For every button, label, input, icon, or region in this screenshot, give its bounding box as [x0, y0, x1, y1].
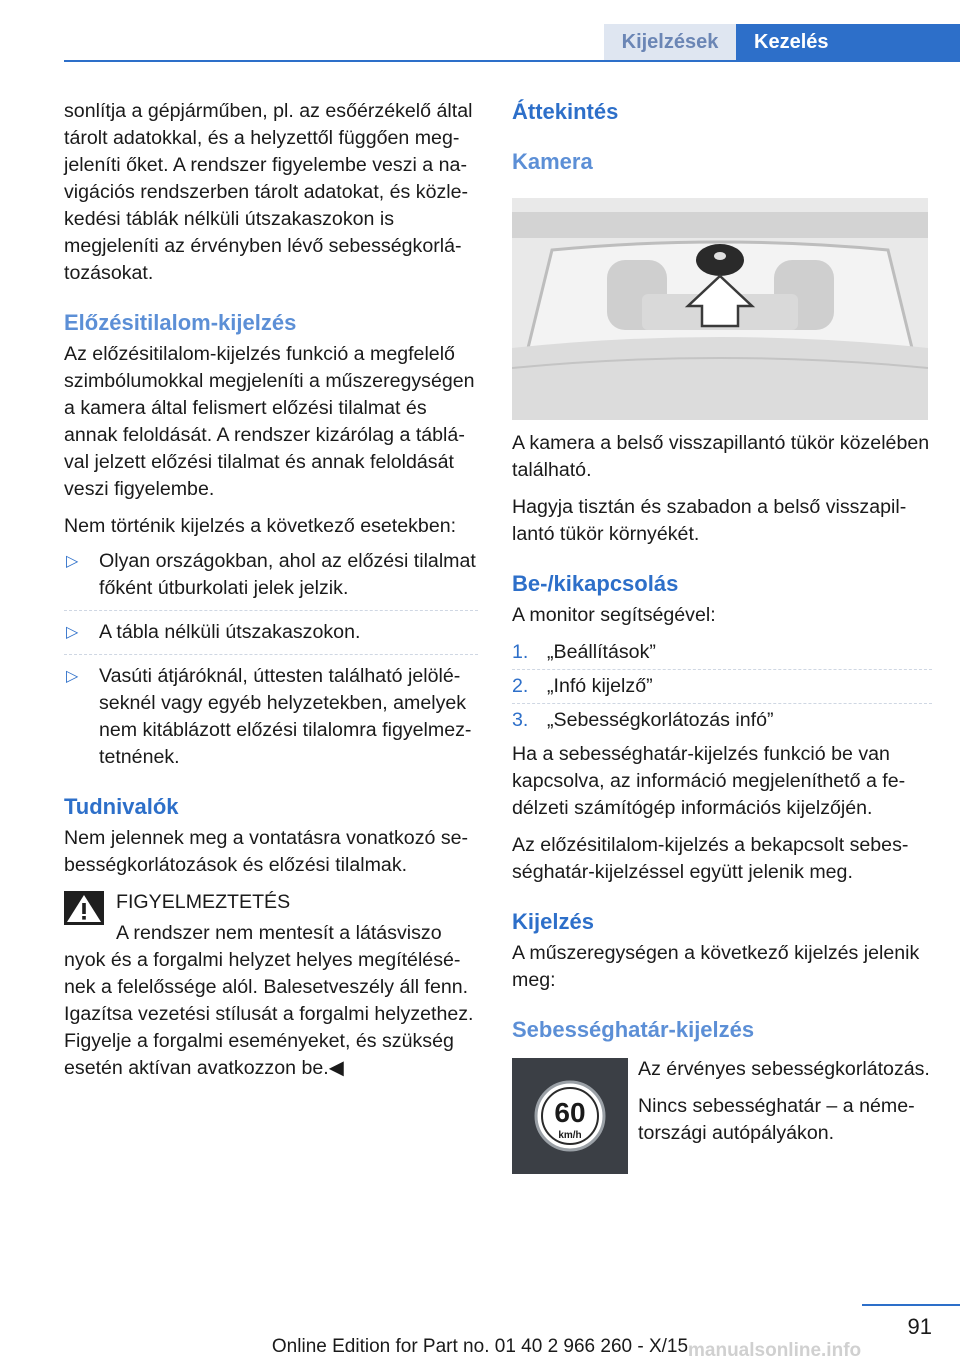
list-item: ▷ A tábla nélküli útszakaszokon.: [64, 619, 478, 655]
warning-box: [64, 889, 478, 1082]
list-item: 2. „Infó kijelző”: [512, 673, 932, 704]
onoff-text-2: Az előzésitilalom-kijelzés a bekapcsolt sebességhatár-kijelzéssel együtt jelenik meg.: [512, 834, 909, 883]
list-item: 3. „Sebességkorlátozás infó”: [512, 709, 774, 731]
steps-list: [512, 639, 932, 737]
left-column: [64, 98, 478, 1082]
list-item: 1. „Beállítások”: [512, 639, 932, 670]
speed-limit-text-1: Az érvényes sebességkorlátozás.: [638, 1058, 930, 1080]
list-item: ▷ Olyan országokban, ahol az előzési tilalmat főként útburkolati jelek jelzik.: [64, 548, 478, 611]
onoff-title: Be-/kikapcsolás: [512, 571, 679, 596]
speed-limit-title: Sebességhatár-kijelzés: [512, 1017, 755, 1042]
warning-first-line: A rendszer nem mentesít a látásviszo: [116, 922, 442, 944]
warning-triangle-icon: [64, 891, 104, 925]
section-overtaking-lead: Nem történik kijelzés a következő esetekben:: [64, 515, 457, 537]
warning-text: nyok és a forgalmi helyzet helyes megítélésének a felelőssége alól. Balesetveszély áll fenn. Igazítsa vezetési stílusát a forgalmi helyzethez. Figyelje a forgalmi eseményeket, és szükség esetén aktívan avatkozzon be.◀: [64, 949, 474, 1079]
speed-limit-text-2: Nincs sebességhatár – a németországi autópályákon.: [638, 1095, 915, 1144]
camera-caption-2: Hagyja tisztán és szabadon a belső visszapillantó tükör környékét.: [512, 496, 907, 545]
section-notes-text: Nem jelennek meg a vontatásra vonatkozó sebességkorlátozások és előzési tilalmak.: [64, 827, 469, 876]
display-title: Kijelzés: [512, 909, 594, 934]
sign-value: 60: [554, 1097, 586, 1128]
header-rule: [64, 60, 960, 62]
section-overtaking-text: Az előzésitilalom-kijelzés funkció a megfelelő szimbólumokkal megjeleníti a műszeregységen a kamera által felismert előzési tilalmat és annak feloldását. A rendszer kizárólag a táblával jelzett előzési tilalmat és annak feloldását veszi figyelembe.: [64, 343, 475, 500]
section-notes-title: Tudnivalók: [64, 794, 179, 819]
overview-title: Áttekintés: [512, 99, 619, 124]
camera-location-image: [512, 198, 928, 420]
sign-unit: km/h: [558, 1130, 582, 1141]
tab-kezeles[interactable]: Kezelés: [736, 24, 960, 60]
watermark-text: manualsonline.info: [688, 1340, 862, 1361]
intro-paragraph: sonlítja a gépjárműben, pl. az esőérzékelő által tárolt adatokkal, és a helyzettől függően megjeleníti őket. A rendszer figyelembe veszi a navigációs rendszerben tárolt adatokat, és közlekedési táblák nélküli útszakaszokon is megjeleníti az érvényben lévő sebességkorlátozásokat.: [64, 100, 473, 284]
camera-subtitle: Kamera: [512, 149, 593, 174]
display-text: A műszeregységen a következő kijelzés jelenik meg:: [512, 942, 920, 991]
list-item: ▷ Vasúti átjáróknál, úttesten található jelöléseknél vagy egyéb helyzetekben, amelyek nem kitáblázott előzési tilalomra figyelmeztetnének.: [66, 665, 472, 768]
triangle-bullet-icon: ▷: [66, 624, 79, 641]
speed-limit-sign-icon: [512, 1058, 628, 1174]
tab-kijelzesek[interactable]: Kijelzések: [604, 24, 736, 60]
right-column: [512, 98, 932, 1147]
exceptions-list: [64, 548, 478, 779]
onoff-text-1: Ha a sebességhatár-kijelzés funkció be van kapcsolva, az információ megjeleníthető a fedélzeti számítógép információs kijelzőjén.: [512, 743, 906, 819]
triangle-bullet-icon: ▷: [66, 668, 79, 685]
warning-title: FIGYELMEZTETÉS: [116, 891, 291, 913]
section-overtaking-title: Előzésitilalom-kijelzés: [64, 310, 297, 335]
page-number: 91: [907, 1314, 932, 1339]
speed-limit-row: [512, 1056, 932, 1147]
edition-text: Online Edition for Part no. 01 40 2 966 260 - X/15: [271, 1336, 689, 1357]
triangle-bullet-icon: ▷: [66, 553, 79, 570]
page-header: [0, 0, 960, 62]
onoff-lead: A monitor segítségével:: [512, 604, 716, 626]
camera-caption-1: A kamera a belső visszapillantó tükör közelében található.: [512, 432, 930, 481]
footer-rule: [862, 1304, 960, 1306]
